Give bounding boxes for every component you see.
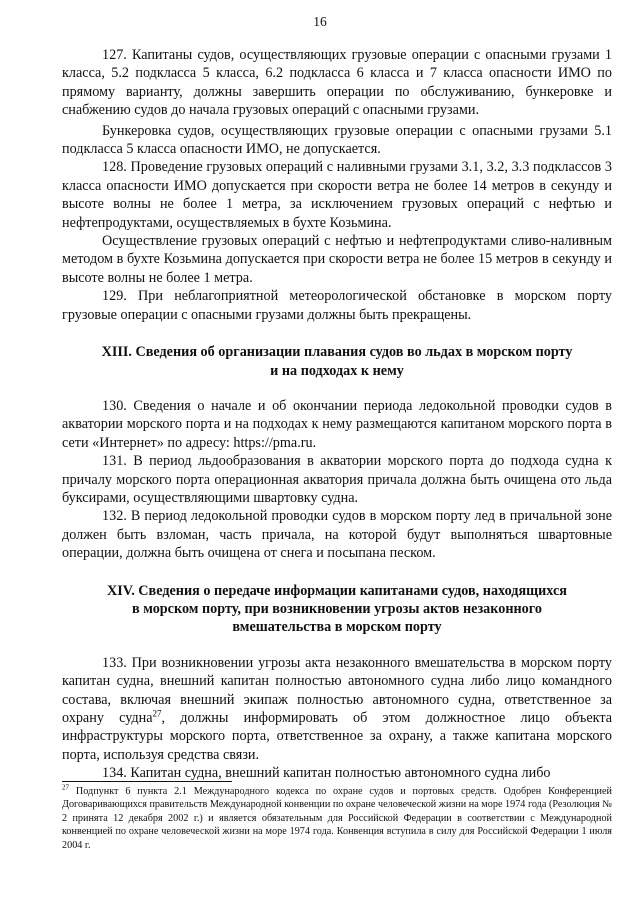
section-13-heading <box>62 343 612 380</box>
paragraph-128: 128. Проведение грузовых операций с наливными грузами 3.1, 3.2, 3.3 подклассов 3 класса опасности ИМО допускается при скорости ветра не более 14 метров в секунду и высоте волны не более 1 метра, за исключением грузовых операций с нефтью и нефтепродуктами, осуществляемых в бухте Козьмина. <box>62 159 612 231</box>
footnote-marker: 27 <box>62 783 69 792</box>
page-number: 16 <box>313 14 327 29</box>
footnote-27 <box>62 785 612 852</box>
section-13-title-line1: XIII. Сведения об организации плавания судов во льдах в морском порту <box>101 344 573 361</box>
paragraph-oil-operations: Осуществление грузовых операций с нефтью и нефтепродуктами сливо-наливным методом в бухте Козьмина допускается при скорости ветра не более 15 метров в секунду и высоте волны не более 1 метра. <box>62 233 612 286</box>
paragraph-129: 129. При неблагоприятной метеорологической обстановке в морском порту грузовые операции с опасными грузами должны быть прекращены. <box>62 288 612 323</box>
document-body <box>62 46 612 783</box>
footnote-text: Подпункт 6 пункта 2.1 Международного кодекса по охране судов и портовых средств. Одобрен Конференцией Договаривающихся правительств Международной конвенции по охране человеческой жизни на море 1974 года (Резолюция № 2 принята 12 декабря 2002 г.) и является обязательным для Российской Федерации в соответствии с Международной конвенцией по охране человеческой жизни на море 1974 года. Конвенция вступила в силу для Российской Федерации 1 июля 2004 г. <box>62 786 612 851</box>
footnote-ref-27: 27 <box>152 708 162 719</box>
section-13-title-line2: и на подходах к нему <box>270 362 404 379</box>
paragraph-127: 127. Капитаны судов, осуществляющих грузовые операции с опасными грузами 1 класса, 5.2 подкласса 5 класса, 6.2 подкласса 6 класса и 7 класса опасности ИМО по прямому варианту, должны завершить операции по обслуживанию, бункеровке и снабжению судов до начала грузовых операций с опасными грузами. <box>62 47 612 119</box>
paragraph-130: 130. Сведения о начале и об окончании периода ледокольной проводки судов в акватории морского порта и на подходах к нему размещаются капитаном морского порта в сети «Интернет» по адресу: https://pma.ru. <box>62 397 612 451</box>
section-14-title-line1: XIV. Сведения о передаче информации капитанами судов, находящихся <box>107 582 567 599</box>
paragraph-132: 132. В период ледокольной проводки судов в морском порту лед в причальной зоне должен быть взломан, часть причала, на которой будут выполняться швартовные операции, должна быть очищена от снега и посыпана песком. <box>62 508 612 562</box>
section-14-title-line3: вмешательства в морском порту <box>232 619 442 636</box>
paragraph-bunkering: Бункеровка судов, осуществляющих грузовые операции с опасными грузами 5.1 подкласса 5 класса опасности ИМО, не допускается. <box>62 122 612 158</box>
section-14-heading <box>62 582 612 637</box>
paragraph-133-text-end: , должны информировать об этом должностное лицо объекта инфраструктуры морского порта, ответственное за охрану, а также капитана морского порта, используя средства связи. <box>62 710 612 763</box>
paragraph-131: 131. В период льдообразования в акватории морского порта до подхода судна к причалу морского порта операционная акватория причала должна быть очищена ото льда буксирами, осуществляющими швартовку судна. <box>62 453 612 506</box>
footnote-divider <box>62 781 232 782</box>
paragraph-134: 134. Капитан судна, внешний капитан полностью автономного судна либо <box>102 765 551 782</box>
paragraph-133 <box>62 654 612 764</box>
section-14-title-line2: в морском порту, при возникновении угрозы актов незаконного <box>132 600 542 617</box>
paragraph-133-text-start: 133. При возникновении угрозы акта незаконного вмешательства в морском порту капитан судна, внешний капитан полностью автономного судна либо лицо командного состава, включая внешний экипаж полностью автономного судна, ответственное за охрану судна <box>62 654 612 726</box>
